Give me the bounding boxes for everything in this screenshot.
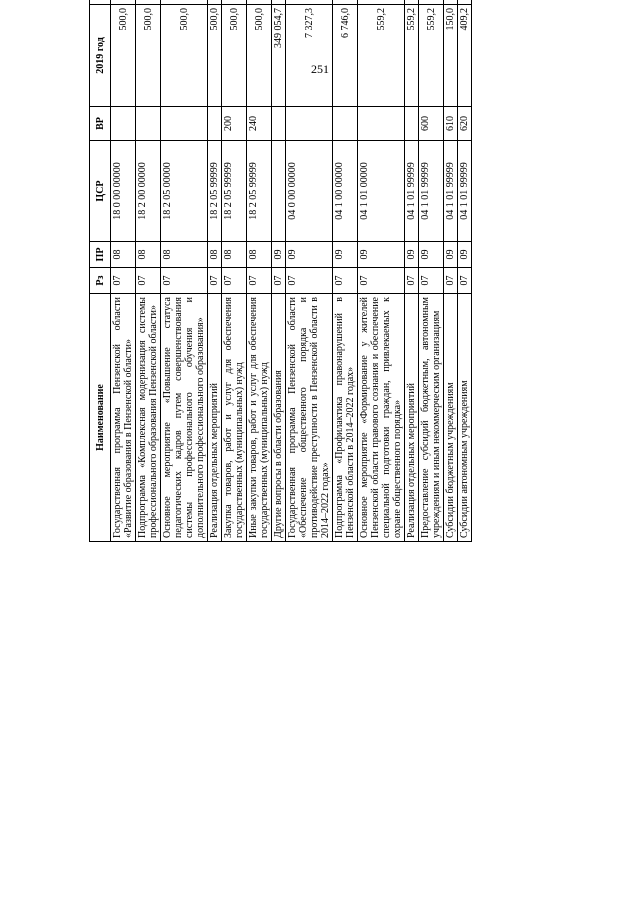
cell-name: Основное мероприятие «Повышение статуса педагогических кадров путем совершенствования системы профессионального обучения и дополнительного профессионального образования» xyxy=(161,294,208,542)
cell-y2019: 500,0 xyxy=(161,5,208,107)
cell-vr: 200 xyxy=(222,107,247,141)
cell-y2019: 500,0 xyxy=(111,5,136,107)
cell-rz: 07 xyxy=(405,268,419,294)
cell-y2019: 6 746,0 xyxy=(333,5,358,107)
cell-pr: 08 xyxy=(111,242,136,268)
cell-vr xyxy=(161,107,208,141)
cell-csr: 18 2 05 99999 xyxy=(247,141,272,242)
cell-name: Субсидии бюджетным учреждениям xyxy=(444,294,458,542)
cell-csr: 18 2 05 99999 xyxy=(222,141,247,242)
cell-name: Подпрограмма «Комплексная модернизация системы профессионального образования Пензенской области» xyxy=(136,294,161,542)
table-row xyxy=(419,0,444,542)
cell-y2019: 500,0 xyxy=(208,5,222,107)
cell-csr: 04 1 01 99999 xyxy=(444,141,458,242)
header-2020 xyxy=(90,0,111,5)
cell-pr: 09 xyxy=(358,242,405,268)
cell-vr xyxy=(136,107,161,141)
table-row xyxy=(136,0,161,542)
cell-y2019: 349 054,7 xyxy=(272,5,286,107)
cell-csr: 04 1 01 99999 xyxy=(458,141,472,242)
cell-name: Подпрограмма «Профилактика правонарушений в Пензенской области в 2014–2022 годах» xyxy=(333,294,358,542)
cell-csr: 18 2 00 00000 xyxy=(136,141,161,242)
cell-rz: 07 xyxy=(333,268,358,294)
cell-pr: 09 xyxy=(419,242,444,268)
table-row xyxy=(458,0,472,542)
cell-pr: 08 xyxy=(161,242,208,268)
cell-rz: 07 xyxy=(458,268,472,294)
cell-vr xyxy=(111,107,136,141)
cell-pr: 09 xyxy=(333,242,358,268)
table-body xyxy=(111,0,472,542)
cell-y2020 xyxy=(405,0,419,5)
table-row xyxy=(208,0,222,542)
cell-y2020 xyxy=(222,0,247,5)
cell-csr: 18 2 05 00000 xyxy=(161,141,208,242)
cell-vr xyxy=(333,107,358,141)
cell-y2020 xyxy=(458,0,472,5)
cell-rz: 07 xyxy=(358,268,405,294)
table-row xyxy=(272,0,286,542)
header-csr: ЦСР xyxy=(90,141,111,242)
cell-csr xyxy=(272,141,286,242)
cell-pr: 08 xyxy=(136,242,161,268)
cell-csr: 04 1 01 00000 xyxy=(358,141,405,242)
cell-y2020 xyxy=(419,0,444,5)
page-number: 251 xyxy=(311,62,329,76)
cell-name: Предоставление субсидий бюджетным, автономным учреждениям и иным некоммерческим организациям xyxy=(419,294,444,542)
cell-csr: 18 2 05 99999 xyxy=(208,141,222,242)
cell-vr xyxy=(208,107,222,141)
cell-y2020 xyxy=(161,0,208,5)
table-container xyxy=(89,0,544,542)
table-row xyxy=(444,0,458,542)
cell-pr: 09 xyxy=(458,242,472,268)
cell-rz: 07 xyxy=(222,268,247,294)
table-row xyxy=(222,0,247,542)
cell-name: Основное мероприятие «Формирование у жителей Пензенской области правового сознания и обеспечение специальной подготовки граждан, привлекаемых к охране общественного порядка» xyxy=(358,294,405,542)
cell-y2019: 500,0 xyxy=(247,5,272,107)
cell-rz: 07 xyxy=(111,268,136,294)
cell-vr: 610 xyxy=(444,107,458,141)
cell-name: Иные закупки товаров, работ и услуг для обеспечения государственных (муниципальных) нужд xyxy=(247,294,272,542)
cell-y2019: 500,0 xyxy=(136,5,161,107)
cell-y2020 xyxy=(247,0,272,5)
cell-name: Государственная программа Пензенской области «Обеспечение общественного порядка и противодействие преступности в Пензенской области в 2014–2022 годах» xyxy=(286,294,333,542)
table-row xyxy=(286,0,333,542)
cell-y2020 xyxy=(208,0,222,5)
cell-rz: 07 xyxy=(208,268,222,294)
cell-y2020 xyxy=(444,0,458,5)
cell-pr: 08 xyxy=(208,242,222,268)
cell-vr: 600 xyxy=(419,107,444,141)
cell-y2020 xyxy=(111,0,136,5)
cell-rz: 07 xyxy=(286,268,333,294)
cell-y2020 xyxy=(272,0,286,5)
cell-rz: 07 xyxy=(136,268,161,294)
header-name: Наименование xyxy=(90,294,111,542)
cell-name: Закупка товаров, работ и услуг для обеспечения государственных (муниципальных) нужд xyxy=(222,294,247,542)
cell-name: Другие вопросы в области образования xyxy=(272,294,286,542)
cell-name: Реализация отдельных мероприятий xyxy=(208,294,222,542)
cell-pr: 09 xyxy=(405,242,419,268)
cell-rz: 07 xyxy=(161,268,208,294)
cell-rz: 07 xyxy=(247,268,272,294)
cell-y2019: 7 327,3 xyxy=(286,5,333,107)
cell-name: Реализация отдельных мероприятий xyxy=(405,294,419,542)
header-vr: ВР xyxy=(90,107,111,141)
cell-csr: 18 0 00 00000 xyxy=(111,141,136,242)
cell-rz: 07 xyxy=(419,268,444,294)
table-row xyxy=(111,0,136,542)
table-row xyxy=(161,0,208,542)
cell-pr: 08 xyxy=(222,242,247,268)
table-row xyxy=(333,0,358,542)
cell-y2019: 559,2 xyxy=(358,5,405,107)
cell-vr: 620 xyxy=(458,107,472,141)
cell-vr xyxy=(272,107,286,141)
cell-pr: 09 xyxy=(444,242,458,268)
header-row xyxy=(90,0,111,542)
cell-csr: 04 1 01 99999 xyxy=(419,141,444,242)
cell-y2019: 559,2 xyxy=(405,5,419,107)
cell-pr: 09 xyxy=(272,242,286,268)
table-row xyxy=(358,0,405,542)
cell-rz: 07 xyxy=(444,268,458,294)
cell-y2020 xyxy=(286,0,333,5)
cell-vr xyxy=(405,107,419,141)
cell-y2020 xyxy=(358,0,405,5)
cell-name: Субсидии автономным учреждениям xyxy=(458,294,472,542)
cell-vr xyxy=(286,107,333,141)
cell-y2020 xyxy=(333,0,358,5)
cell-csr: 04 1 00 00000 xyxy=(333,141,358,242)
cell-pr: 09 xyxy=(286,242,333,268)
cell-rz: 07 xyxy=(272,268,286,294)
cell-vr xyxy=(358,107,405,141)
budget-table xyxy=(89,0,472,542)
header-rz: Рз xyxy=(90,268,111,294)
cell-y2019: 559,2 xyxy=(419,5,444,107)
cell-y2020 xyxy=(136,0,161,5)
cell-csr: 04 1 01 99999 xyxy=(405,141,419,242)
table-row xyxy=(247,0,272,542)
cell-pr: 08 xyxy=(247,242,272,268)
cell-y2019: 150,0 xyxy=(444,5,458,107)
header-pr: ПР xyxy=(90,242,111,268)
table-row xyxy=(405,0,419,542)
cell-name: Государственная программа Пензенской области «Развитие образования в Пензенской области» xyxy=(111,294,136,542)
cell-y2019: 409,2 xyxy=(458,5,472,107)
header-2019: 2019 год xyxy=(90,5,111,107)
cell-vr: 240 xyxy=(247,107,272,141)
cell-y2019: 500,0 xyxy=(222,5,247,107)
cell-csr: 04 0 00 00000 xyxy=(286,141,333,242)
